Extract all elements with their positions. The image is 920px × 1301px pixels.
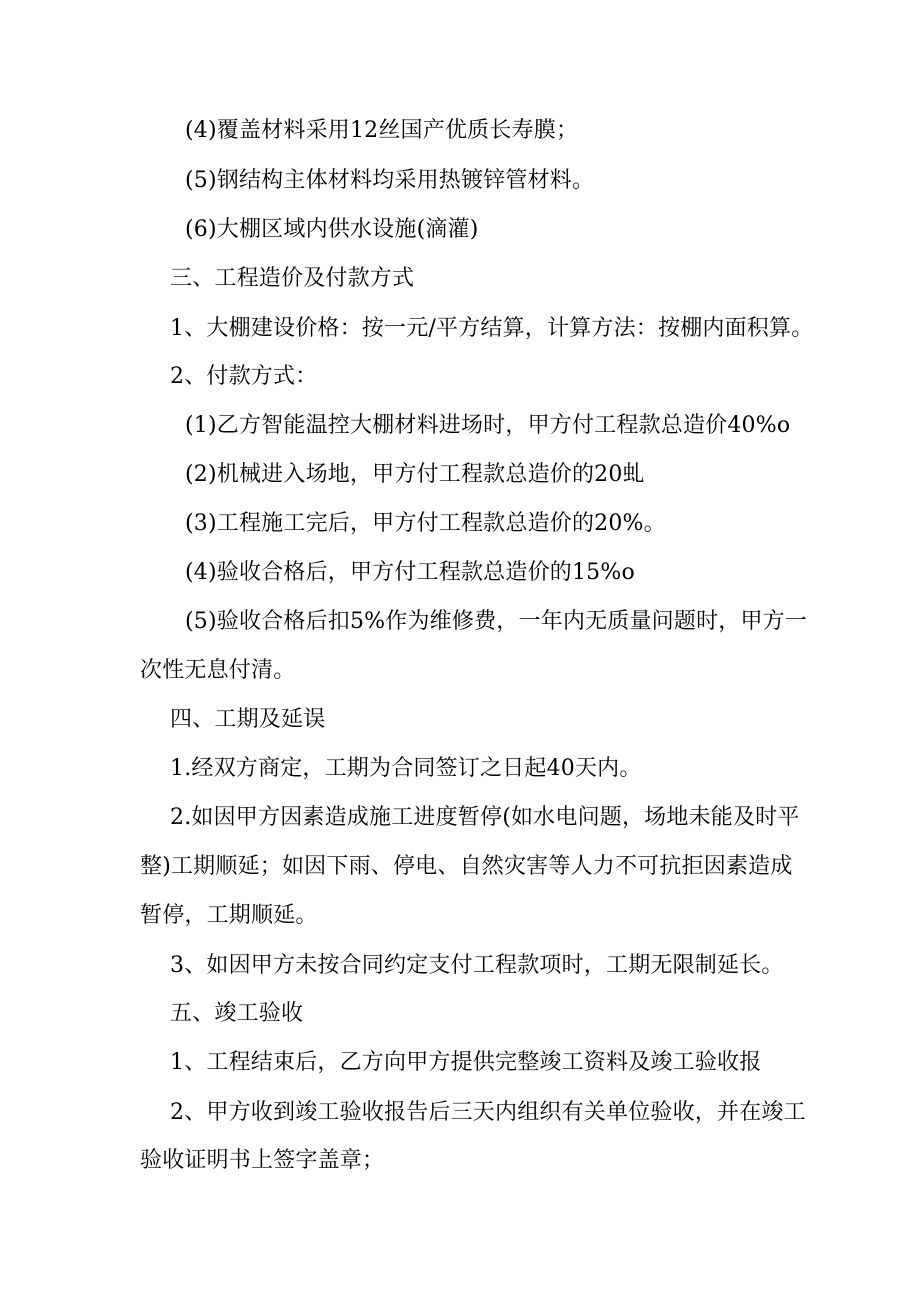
text-line: (5)钢结构主体材料均采用热镀锌管材料。: [185, 168, 595, 193]
text-line: 2.如因甲方因素造成施工进度暂停(如水电问题，场地未能及时平: [170, 805, 800, 830]
text-line: (1)乙方智能温控大棚材料进场时，甲方付工程款总造价40%o: [185, 413, 791, 438]
text-line: (4)验收合格后，甲方付工程款总造价的15%o: [185, 560, 635, 585]
text-line: (4)覆盖材料采用12丝国产优质长寿膜；: [185, 118, 579, 143]
text-line: 整)工期顺延；如因下雨、停电、自然灾害等人力不可抗拒因素造成: [140, 854, 793, 879]
text-line: 1、工程结束后，乙方向甲方提供完整竣工资料及竣工验收报: [170, 1050, 762, 1075]
text-line: 2、付款方式：: [170, 364, 318, 389]
text-line: 次性无息付清。: [140, 658, 296, 683]
text-line: 3、如因甲方未按合同约定支付工程款项时，工期无限制延长。: [170, 953, 784, 978]
section-heading: 三、工程造价及付款方式: [170, 266, 415, 291]
text-line: (5)验收合格后扣5%作为维修费，一年内无质量问题时，甲方一: [185, 609, 808, 634]
section-heading: 五、竣工验收: [170, 1001, 304, 1026]
text-line: 1.经双方商定，工期为合同签订之日起40天内。: [170, 756, 642, 781]
text-line: 1、大棚建设价格：按一元/平方结算，计算方法：按棚内面积算。: [170, 316, 814, 341]
section-heading: 四、工期及延误: [170, 707, 326, 732]
text-line: (2)机械进入场地，甲方付工程款总造价的20虬: [185, 462, 645, 487]
text-line: 2、甲方收到竣工验收报告后三天内组织有关单位验收，并在竣工: [170, 1100, 806, 1125]
text-line: 暂停，工期顺延。: [140, 903, 318, 928]
text-line: 验收证明书上签字盖章；: [140, 1148, 385, 1173]
text-line: (3)工程施工完后，甲方付工程款总造价的20%。: [185, 511, 666, 536]
text-line: (6)大棚区域内供水设施(滴灌): [185, 217, 479, 242]
